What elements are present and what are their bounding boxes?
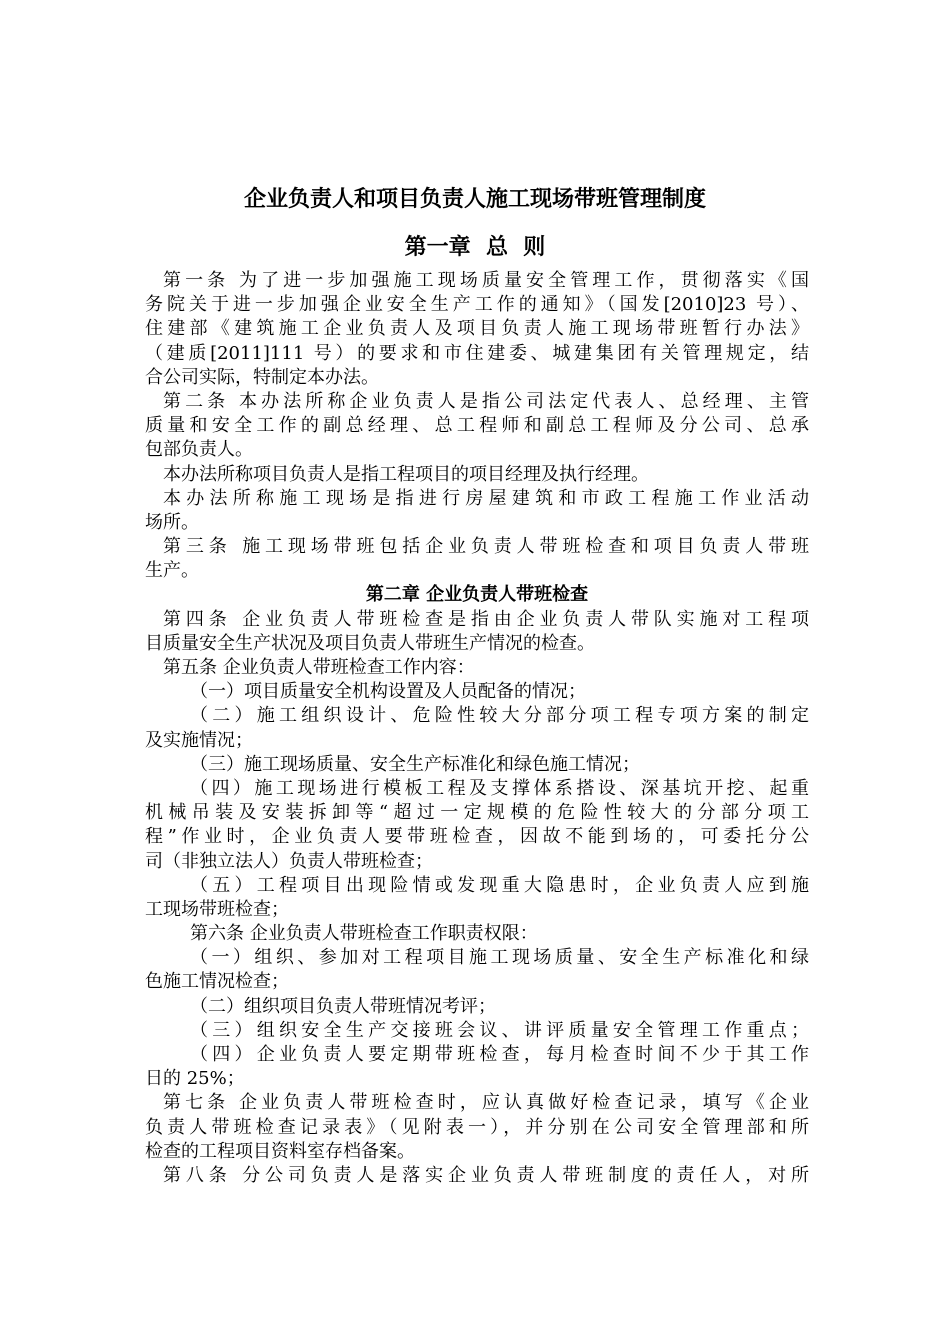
text-line: （三）组织安全生产交接班会议、讲评质量安全管理工作重点； <box>190 1019 809 1041</box>
text-line: 第七条 企业负责人带班检查时，应认真做好检查记录，填写《企业 <box>163 1092 809 1114</box>
text-line: 生产。 <box>145 560 199 582</box>
text-line: （二）组织项目负责人带班情况考评； <box>190 995 496 1017</box>
text-line: 司（非独立法人）负责人带班检查； <box>145 850 433 872</box>
text-line: 合公司实际，特制定本办法。 <box>145 366 379 388</box>
text-line: 色施工情况检查； <box>145 971 289 993</box>
text-line: （四）施工现场进行模板工程及支撑体系搭设、深基坑开挖、起重 <box>190 777 809 799</box>
document-title: 企业负责人和项目负责人施工现场带班管理制度 <box>243 187 706 212</box>
text-line: 程”作业时，企业负责人要带班检查，因故不能到场的，可委托分公 <box>145 826 809 848</box>
chapter-2-heading: 第二章 企业负责人带班检查 <box>365 584 589 606</box>
text-line: 日的 25%； <box>145 1068 245 1090</box>
text-line: （建质[2011]111 号）的要求和市住建委、城建集团有关管理规定，结 <box>145 342 809 364</box>
text-line: （一）项目质量安全机构设置及人员配备的情况； <box>190 681 586 703</box>
text-line: 目质量安全生产状况及项目负责人带班生产情况的检查。 <box>145 632 595 654</box>
text-line: 检查的工程项目资料室存档备案。 <box>145 1140 415 1162</box>
text-line: 及实施情况； <box>145 729 253 751</box>
text-line: 包部负责人。 <box>145 439 253 461</box>
text-line: （一）组织、参加对工程项目施工现场质量、安全生产标准化和绿 <box>190 947 809 969</box>
text-line: 机械吊装及安装拆卸等“超过一定规模的危险性较大的分部分项工 <box>145 802 809 824</box>
document-body <box>145 269 809 1188</box>
text-line: 务院关于进一步加强企业安全生产工作的通知》（国发[2010]23 号）、 <box>145 294 809 316</box>
text-line: 住建部《建筑施工企业负责人及项目负责人施工现场带班暂行办法》 <box>145 318 809 340</box>
text-line: 第四条 企业负责人带班检查是指由企业负责人带队实施对工程项 <box>163 608 809 630</box>
text-line: 第一条 为了进一步加强施工现场质量安全管理工作，贯彻落实《国 <box>163 270 809 291</box>
text-line: （二）施工组织设计、危险性较大分部分项工程专项方案的制定 <box>190 705 809 727</box>
text-line: （四）企业负责人要定期带班检查，每月检查时间不少于其工作 <box>190 1044 809 1065</box>
text-line: （三）施工现场质量、安全生产标准化和绿色施工情况； <box>190 753 640 775</box>
text-line: 第五条 企业负责人带班检查工作内容： <box>163 657 475 678</box>
text-line: 第六条 企业负责人带班检查工作职责权限： <box>190 923 538 945</box>
text-line: （五）工程项目出现险情或发现重大隐患时，企业负责人应到施 <box>190 874 809 896</box>
text-line: 工现场带班检查； <box>145 898 289 920</box>
text-line: 第八条 分公司负责人是落实企业负责人带班制度的责任人，对所 <box>163 1164 809 1186</box>
text-line: 本办法所称项目负责人是指工程项目的项目经理及执行经理。 <box>163 463 649 485</box>
text-line: 负责人带班检查记录表》（见附表一），并分别在公司安全管理部和所 <box>145 1116 809 1138</box>
text-line: 场所。 <box>145 511 199 533</box>
chapter-1-heading: 第一章 总 则 <box>404 235 546 260</box>
text-line: 第三条 施工现场带班包括企业负责人带班检查和项目负责人带班 <box>163 536 809 558</box>
text-line: 本办法所称施工现场是指进行房屋建筑和市政工程施工作业活动 <box>163 487 809 509</box>
text-line: 第二条 本办法所称企业负责人是指公司法定代表人、总经理、主管 <box>163 390 809 412</box>
text-line: 质量和安全工作的副总经理、总工程师和副总工程师及分公司、总承 <box>145 415 809 437</box>
